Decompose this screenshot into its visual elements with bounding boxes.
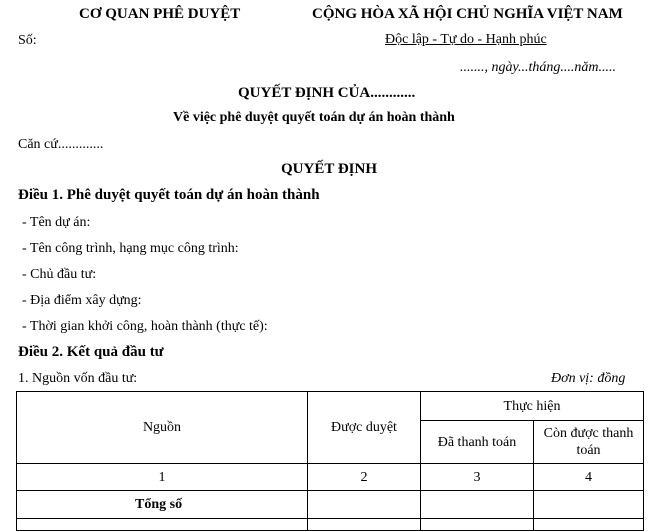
- agency-name: CƠ QUAN PHÊ DUYỆT: [79, 6, 241, 22]
- total-remaining-cell: [534, 491, 644, 519]
- index-cell: 2: [308, 464, 421, 491]
- investment-source-table: [16, 391, 644, 531]
- header-approved: Được duyệt: [308, 392, 421, 464]
- investment-source-label: 1. Nguồn vốn đầu tư:: [18, 371, 138, 386]
- decision-title: QUYẾT ĐỊNH CỦA............: [238, 85, 416, 101]
- header-actual: Thực hiện: [421, 392, 644, 421]
- currency-unit: Đơn vị: đồng: [551, 371, 626, 386]
- empty-cell: [17, 519, 308, 531]
- table-row-total: [17, 491, 644, 519]
- article-1-item-investor: - Chủ đầu tư:: [22, 267, 97, 282]
- total-approved-cell: [308, 491, 421, 519]
- table-row-empty: [17, 519, 644, 531]
- header-paid: Đã thanh toán: [421, 421, 534, 464]
- index-cell: 1: [17, 464, 308, 491]
- header-source: Nguồn: [17, 392, 308, 464]
- article-1-item-location: - Địa điểm xây dựng:: [22, 293, 142, 308]
- date-line: ......., ngày...tháng....năm.....: [460, 60, 616, 75]
- header-remaining: Còn được thanh toán: [534, 421, 644, 464]
- table-row-index: [17, 464, 644, 491]
- republic-title: CỘNG HÒA XÃ HỘI CHỦ NGHĨA VIỆT NAM: [312, 6, 623, 22]
- empty-cell: [308, 519, 421, 531]
- article-1-heading: Điều 1. Phê duyệt quyết toán dự án hoàn thành: [18, 187, 320, 203]
- total-paid-cell: [421, 491, 534, 519]
- legal-basis: Căn cứ.............: [18, 137, 104, 152]
- total-label: Tổng số: [17, 491, 308, 519]
- empty-cell: [421, 519, 534, 531]
- article-1-item-work-name: - Tên công trình, hạng mục công trình:: [22, 241, 239, 256]
- decision-subject: Về việc phê duyệt quyết toán dự án hoàn thành: [173, 110, 455, 125]
- index-cell: 4: [534, 464, 644, 491]
- index-cell: 3: [421, 464, 534, 491]
- document-number-label: Số:: [18, 33, 37, 48]
- article-1-item-timeline: - Thời gian khởi công, hoàn thành (thực tế):: [22, 319, 268, 334]
- decision-heading: QUYẾT ĐỊNH: [281, 161, 377, 177]
- article-2-heading: Điều 2. Kết quả đầu tư: [18, 344, 164, 360]
- empty-cell: [534, 519, 644, 531]
- article-1-item-project-name: - Tên dự án:: [22, 215, 91, 230]
- national-motto: Độc lập - Tự do - Hạnh phúc: [385, 32, 547, 47]
